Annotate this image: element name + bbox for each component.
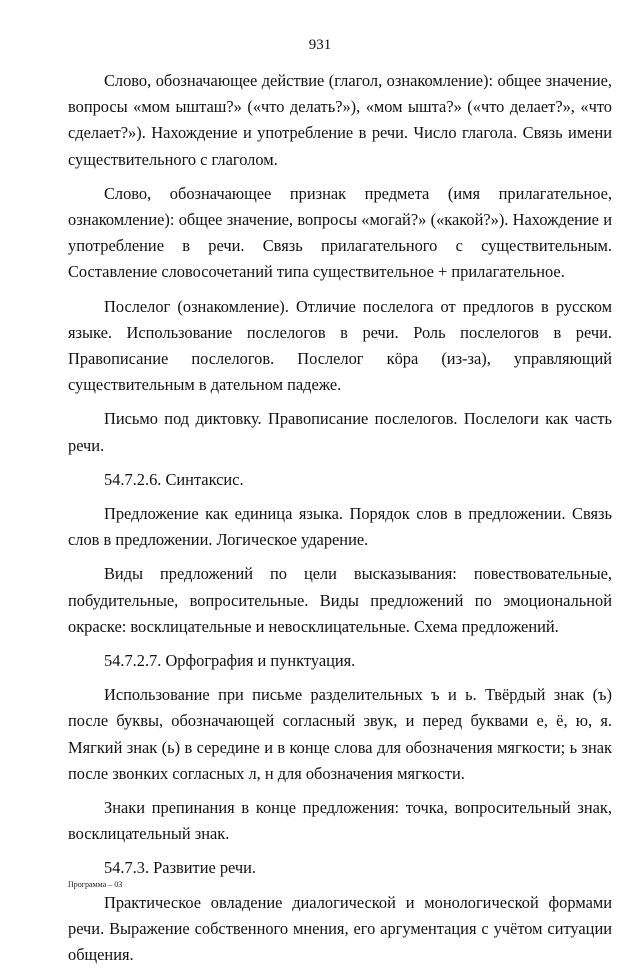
- paragraph-verb: Слово, обозначающее действие (глагол, ознакомление): общее значение, вопросы «мом ышташ?» («что делать?»), «мом ышта?» («что делает?», «что сделает?»). Нахождение и употребление в речи. Число глагола. Связь имени существительного с глаголом.: [68, 71, 612, 169]
- paragraph-dictation: Письмо под диктовку. Правописание послелогов. Послелоги как часть речи.: [68, 409, 612, 455]
- document-body: [68, 68, 612, 976]
- page-number: 931: [308, 37, 332, 53]
- section-heading-syntax: 54.7.2.6. Синтаксис.: [104, 469, 244, 489]
- section-heading-orthography: 54.7.2.7. Орфография и пунктуация.: [104, 651, 356, 671]
- paragraph-punctuation: Знаки препинания в конце предложения: точка, вопросительный знак, восклицательный знак.: [68, 798, 612, 844]
- paragraph-speech-practice: Практическое овладение диалогической и монологической формами речи. Выражение собственного мнения, его аргументация с учётом ситуации общения.: [68, 892, 612, 965]
- section-heading-speech: 54.7.3. Развитие речи.: [104, 858, 257, 878]
- page-footer: Программа – 03: [68, 880, 123, 889]
- paragraph-sentence: Предложение как единица языка. Порядок слов в предложении. Связь слов в предложении. Логическое ударение.: [68, 504, 612, 550]
- paragraph-separators: Использование при письме разделительных ъ и ь. Твёрдый знак (ъ) после буквы, обозначающей согласный звук, и перед буквами е, ё, ю, я. Мягкий знак (ь) в середине и в конце слова для обозначения мягкости; ь знак после звонких согласных л, н для обозначения мягкости.: [68, 685, 612, 783]
- paragraph-postposition: Послелог (ознакомление). Отличие послелога от предлогов в русском языке. Использование послелогов в речи. Роль послелогов в речи. Правописание послелогов. Послелог кӧра (из-за), управляющий существительным в дательном падеже.: [68, 296, 612, 395]
- paragraph-adjective: Слово, обозначающее признак предмета (имя прилагательное, ознакомление): общее значение, вопросы «могай?» («какой?»). Нахождение и употребление в речи. Связь прилагательного с существительным. Составление словосочетаний типа существительное + прилагательное.: [68, 183, 612, 282]
- paragraph-sentence-types: Виды предложений по цели высказывания: повествовательные, побудительные, вопросительные. Виды предложений по эмоциональной окраске: восклицательные и невосклицательные. Схема предложений.: [68, 564, 612, 636]
